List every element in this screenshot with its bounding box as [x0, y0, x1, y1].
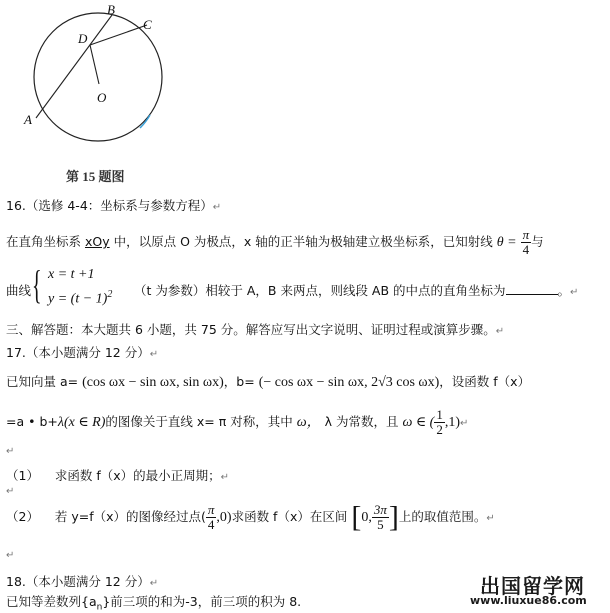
empty-line-3: ↵	[6, 550, 15, 561]
q17-part1: （1） 求函数 f（x）的最小正周期；↵	[6, 468, 230, 483]
color-arc	[140, 115, 150, 128]
right-bracket: ]	[388, 500, 399, 534]
watermark-title: 出国留学网	[480, 574, 585, 598]
q18-line1: 已知等差数列$\{a_n\}$前三项的和为-3，前三项的积为 8.	[6, 594, 302, 613]
return-mark: ↵	[212, 202, 222, 213]
q18-title: 18.（本小题满分 12 分）↵	[6, 574, 159, 589]
fraction-pi-4: $\frac{\pi}{4}$	[522, 227, 530, 257]
section3-header: 三、解答题：本大题共 6 小题，共 75 分。解答应写出文字说明、证明过程或演算步骤。↵	[6, 322, 505, 337]
q17-title: 17.（本小题满分 12 分）↵	[6, 345, 159, 360]
q17-line2: =a • b+λ(x ∈ R)的图像关于直线 x= π 对称，其中 ω， λ 为常数，且 ω ∈ ( $\frac{1}{2}$ ,1)↵	[6, 407, 469, 437]
segment-dc	[90, 25, 147, 45]
left-bracket: [	[351, 500, 362, 534]
vector-b: (− cos ωx − sin ωx, 2√3 cos ωx)	[258, 375, 440, 390]
label-o: O	[97, 90, 107, 105]
watermark-url: www.liuxue86.com	[470, 594, 587, 607]
empty-line-2: ↵	[6, 486, 15, 497]
fraction-pi-4-point: $\frac{\pi}{4}$	[207, 502, 215, 532]
label-a: A	[24, 112, 32, 127]
empty-line-1: ↵	[6, 446, 15, 457]
q17-line1: 已知向量 a= (cos ωx − sin ωx, sin ωx)，b= (− cos ωx − sin ωx, 2√3 cos ωx)，设函数 f（x）	[6, 374, 531, 390]
brace: {	[32, 262, 42, 307]
figure-caption: 第 15 题图	[66, 169, 125, 184]
fraction-half: $\frac{1}{2}$	[436, 407, 443, 437]
fraction-3pi-5: $\frac{3\pi}{5}$	[373, 502, 387, 532]
eq-y: $y = (t - 1)^2$	[48, 289, 113, 307]
segment-do	[90, 45, 99, 84]
xoy-term: xOy	[84, 234, 110, 249]
q16-title: 16.（选修 4-4：坐标系与参数方程）↵	[6, 198, 222, 213]
answer-blank[interactable]	[506, 284, 558, 295]
q16-condition: （t 为参数）相较于 A，B 来两点，则线段 AB 的中点的直角坐标为 。↵	[134, 283, 579, 298]
label-c: C	[143, 17, 152, 32]
q16-line1: 在直角坐标系 xOy 中，以原点 O 为极点，x 轴的正半轴为极轴建立极坐标系，已知射线 θ = $\frac{\pi}{4}$ 与	[6, 227, 544, 257]
vector-a: (cos ωx − sin ωx, sin ωx)	[82, 375, 224, 390]
label-d: D	[78, 31, 88, 46]
label-b: B	[107, 2, 115, 17]
q17-part2: （2） 若 y=f（x）的图像经过点( $\frac{\pi}{4}$ ,0)求函数 f（x）在区间 [0, $\frac{3\pi}{5}$ ]上的取值范围。↵	[6, 500, 495, 534]
